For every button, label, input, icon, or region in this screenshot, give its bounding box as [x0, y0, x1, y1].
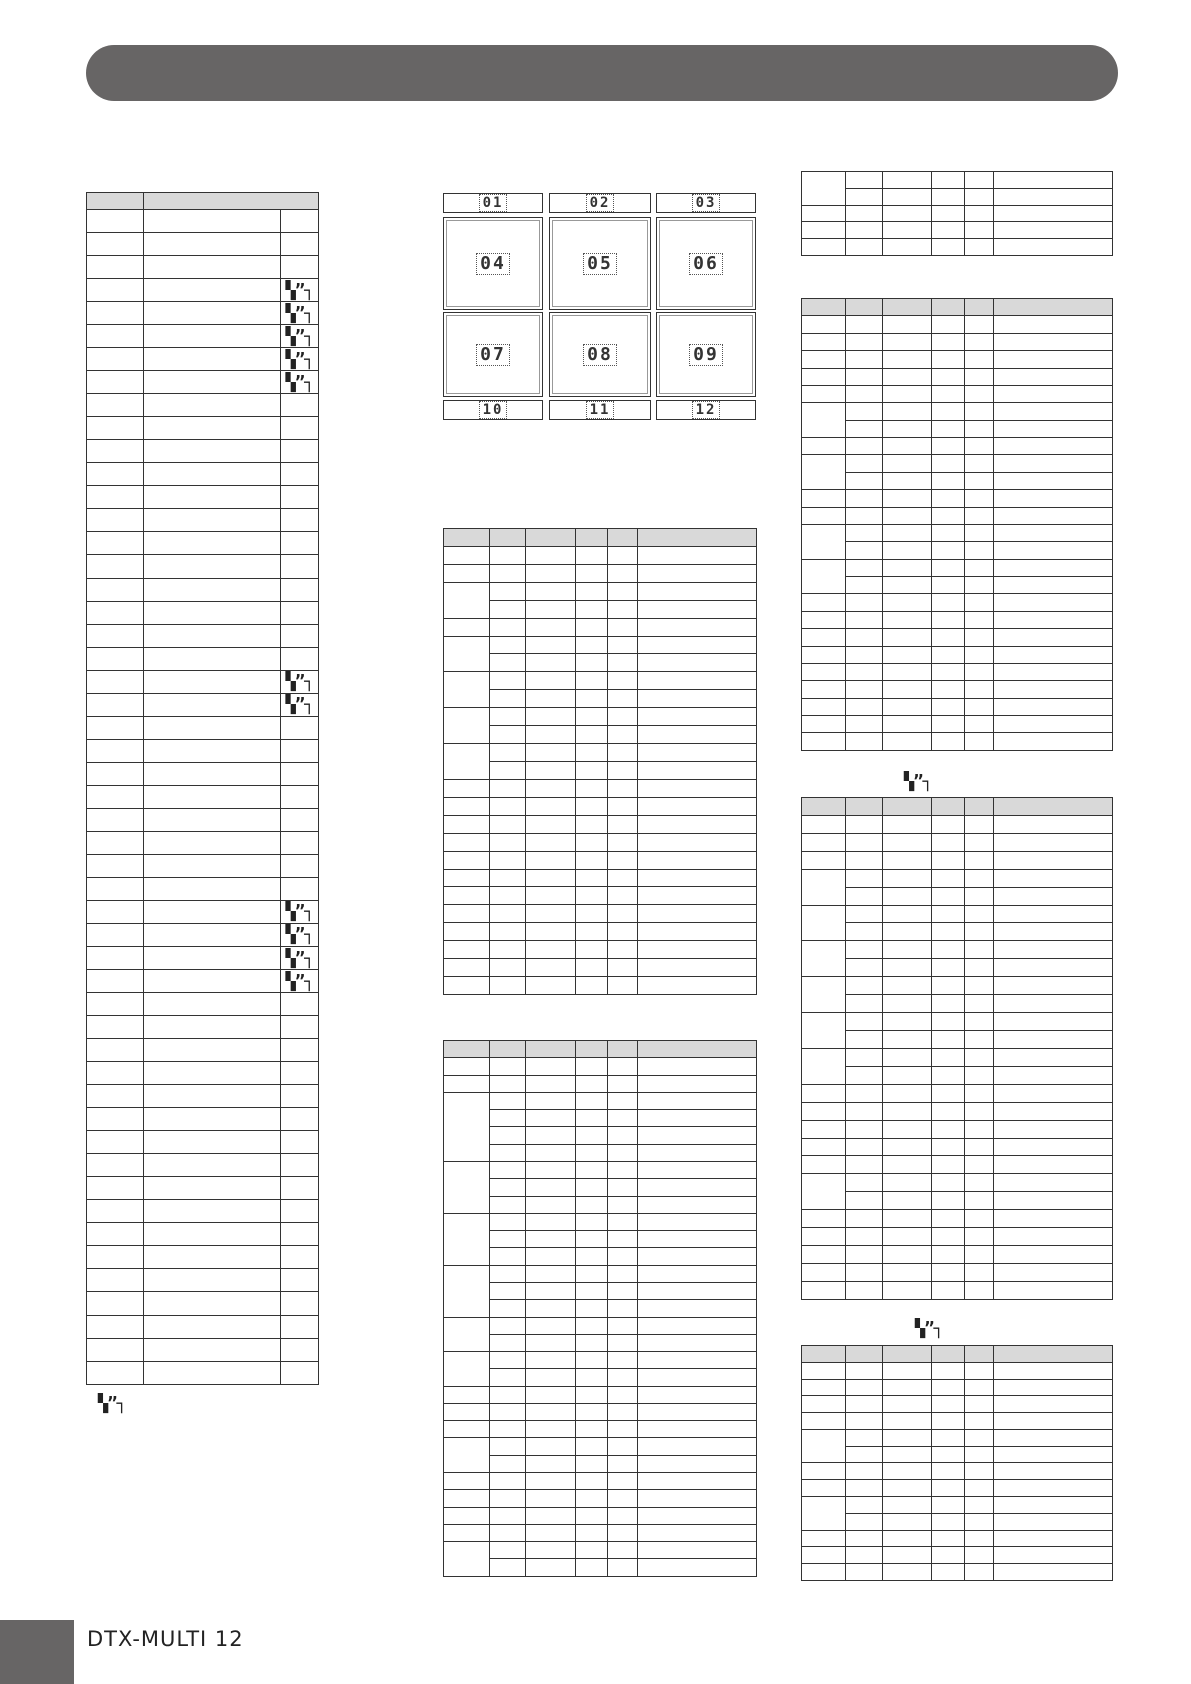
table-row	[87, 233, 319, 256]
table-row	[802, 1446, 1113, 1463]
table-row	[444, 1231, 757, 1248]
left-parameter-table	[86, 192, 319, 1385]
table-row	[444, 1127, 757, 1144]
table-row	[87, 1315, 319, 1338]
table-row	[87, 279, 319, 302]
table-row	[802, 716, 1113, 733]
pad-number: 10	[479, 401, 508, 419]
table-row	[802, 833, 1113, 851]
pad-09	[656, 312, 756, 397]
table-row	[87, 1062, 319, 1085]
table-row	[802, 1102, 1113, 1120]
table-row	[444, 1542, 757, 1559]
table-row	[802, 1156, 1113, 1174]
pad-number: 05	[583, 253, 617, 275]
pad-10	[443, 400, 543, 420]
table-row	[444, 1317, 757, 1334]
table-row	[802, 698, 1113, 715]
table-row	[444, 815, 757, 833]
table-row	[802, 490, 1113, 507]
table-row	[802, 351, 1113, 368]
table-row	[802, 1547, 1113, 1564]
pad-number: 03	[692, 194, 721, 212]
right-table-4	[801, 1345, 1113, 1581]
table-row	[802, 1379, 1113, 1396]
table-row	[802, 905, 1113, 923]
table-row	[444, 1265, 757, 1282]
table-row	[444, 1524, 757, 1541]
pad-number: 04	[476, 253, 510, 275]
table-row	[87, 670, 319, 693]
table-row	[444, 1282, 757, 1299]
table-row	[87, 532, 319, 555]
table-row	[444, 1144, 757, 1161]
table-row	[802, 1246, 1113, 1264]
table-row	[802, 663, 1113, 680]
table-row	[444, 1403, 757, 1420]
product-name: DTX-MULTI 12	[87, 1627, 244, 1651]
table-row	[87, 463, 319, 486]
table-row	[87, 947, 319, 970]
cell-icon: ▚”┐	[285, 902, 314, 923]
table-row	[444, 905, 757, 923]
table-row	[802, 611, 1113, 628]
pad-number: 01	[479, 194, 508, 212]
table-row	[802, 977, 1113, 995]
table-row	[87, 1292, 319, 1315]
table-row	[87, 1200, 319, 1223]
table-row	[802, 172, 1113, 189]
right-table-3	[801, 797, 1113, 1300]
cell-icon: ▚”┐	[285, 925, 314, 946]
table-row	[444, 923, 757, 941]
table-row	[444, 1438, 757, 1455]
right-table-2	[801, 298, 1113, 751]
table-row	[802, 524, 1113, 541]
table-row	[802, 188, 1113, 205]
table-row	[444, 1058, 757, 1075]
table-row	[444, 708, 757, 726]
table-row	[87, 256, 319, 279]
table-row	[87, 1269, 319, 1292]
table-row	[802, 333, 1113, 350]
cell-icon: ▚”┐	[285, 695, 314, 716]
table-row	[802, 646, 1113, 663]
pad-11	[549, 400, 651, 420]
table-row	[444, 600, 757, 618]
table-row	[444, 1369, 757, 1386]
table-row	[802, 507, 1113, 524]
header-bar	[86, 45, 1118, 101]
table-row	[444, 1507, 757, 1524]
table-row	[802, 1120, 1113, 1138]
table-row	[444, 618, 757, 636]
table-row	[444, 690, 757, 708]
middle-table-1	[443, 528, 757, 995]
table-row	[444, 1559, 757, 1576]
table-row	[87, 854, 319, 877]
table-row	[802, 472, 1113, 489]
table-row	[87, 900, 319, 923]
table-row	[802, 1263, 1113, 1281]
table-row	[444, 779, 757, 797]
table-row	[802, 1463, 1113, 1480]
table-row	[802, 1030, 1113, 1048]
table-row	[87, 762, 319, 785]
table-row	[87, 831, 319, 854]
table-row	[87, 486, 319, 509]
table-row	[802, 559, 1113, 576]
table-row	[444, 761, 757, 779]
table-row	[802, 1210, 1113, 1228]
table-row	[444, 1196, 757, 1213]
table-row	[802, 733, 1113, 750]
table-row	[802, 681, 1113, 698]
table-row	[802, 368, 1113, 385]
table-row	[444, 1421, 757, 1438]
table-row	[444, 654, 757, 672]
table-row	[444, 887, 757, 905]
table-row	[802, 1192, 1113, 1210]
table-3-icon: ▚”┐	[904, 772, 932, 792]
pad-06	[656, 217, 756, 310]
cell-icon: ▚”┐	[285, 280, 314, 301]
cell-icon: ▚”┐	[285, 303, 314, 324]
table-row	[444, 546, 757, 564]
table-row	[87, 739, 319, 762]
right-table-1	[801, 171, 1113, 256]
table-row	[802, 1013, 1113, 1031]
table-row	[87, 624, 319, 647]
table-row	[87, 970, 319, 993]
cell-icon: ▚”┐	[285, 971, 314, 992]
table-row	[87, 716, 319, 739]
table-row	[802, 869, 1113, 887]
table-row	[444, 1300, 757, 1317]
table-row	[802, 1564, 1113, 1581]
cell-icon: ▚”┐	[285, 326, 314, 347]
table-row	[444, 1075, 757, 1092]
pad-03	[656, 193, 756, 213]
table-row	[802, 1429, 1113, 1446]
table-row	[802, 1513, 1113, 1530]
table-row	[87, 1177, 319, 1200]
table-row	[802, 455, 1113, 472]
table-row	[802, 385, 1113, 402]
pad-number: 07	[476, 344, 510, 366]
table-row	[87, 1154, 319, 1177]
pad-number: 02	[586, 194, 615, 212]
table-row	[444, 941, 757, 959]
table-row	[87, 325, 319, 348]
table-row	[87, 1246, 319, 1269]
table-row	[87, 1108, 319, 1131]
pad-12	[656, 400, 756, 420]
table-row	[444, 1248, 757, 1265]
table-row	[87, 1039, 319, 1062]
table-row	[444, 1386, 757, 1403]
table-row	[444, 1490, 757, 1507]
table-row	[802, 420, 1113, 437]
table-row	[802, 1281, 1113, 1299]
table-row	[87, 693, 319, 716]
table-row	[444, 1352, 757, 1369]
pad-02	[549, 193, 651, 213]
table-row	[87, 555, 319, 578]
table-row	[802, 438, 1113, 455]
pad-01	[443, 193, 543, 213]
middle-table-2	[443, 1040, 757, 1577]
table-4-icon: ▚”┐	[915, 1319, 943, 1339]
table-row	[87, 394, 319, 417]
table-row	[87, 993, 319, 1016]
table-row	[802, 923, 1113, 941]
table-row	[802, 403, 1113, 420]
table-row	[802, 1228, 1113, 1246]
table-row	[87, 647, 319, 670]
table-row	[87, 371, 319, 394]
table-row	[802, 205, 1113, 222]
pad-number: 09	[689, 344, 723, 366]
table-row	[87, 877, 319, 900]
table-row	[444, 1179, 757, 1196]
table-row	[444, 672, 757, 690]
pad-05	[549, 217, 651, 310]
table-row	[802, 629, 1113, 646]
table-row	[87, 509, 319, 532]
cell-icon: ▚”┐	[285, 672, 314, 693]
table-row	[444, 726, 757, 744]
table-row	[87, 348, 319, 371]
table-row	[87, 302, 319, 325]
table-row	[444, 1473, 757, 1490]
table-row	[444, 851, 757, 869]
table-row	[802, 316, 1113, 333]
table-row	[444, 744, 757, 762]
table-row	[802, 1174, 1113, 1192]
footer-block	[0, 1620, 74, 1684]
table-row	[802, 239, 1113, 256]
footnote-icon: ▚”┐	[98, 1394, 126, 1414]
table-row	[87, 1131, 319, 1154]
table-row	[802, 959, 1113, 977]
table-row	[802, 1048, 1113, 1066]
table-row	[802, 1530, 1113, 1547]
table-row	[802, 815, 1113, 833]
table-row	[802, 1084, 1113, 1102]
table-row	[87, 210, 319, 233]
pad-number: 11	[586, 401, 615, 419]
table-row	[87, 1085, 319, 1108]
cell-icon: ▚”┐	[285, 372, 314, 393]
table-row	[802, 222, 1113, 239]
table-row	[802, 1396, 1113, 1413]
table-row	[87, 578, 319, 601]
table-row	[444, 636, 757, 654]
cell-icon: ▚”┐	[285, 948, 314, 969]
table-row	[444, 582, 757, 600]
table-row	[802, 1138, 1113, 1156]
table-row	[802, 1497, 1113, 1514]
table-row	[444, 833, 757, 851]
table-row	[87, 1361, 319, 1384]
table-row	[87, 785, 319, 808]
table-row	[444, 1161, 757, 1178]
table-row	[87, 923, 319, 946]
table-row	[87, 601, 319, 624]
table-row	[444, 1213, 757, 1230]
pad-number: 08	[583, 344, 617, 366]
pad-number: 12	[692, 401, 721, 419]
table-row	[444, 977, 757, 995]
table-row	[87, 417, 319, 440]
pad-04	[443, 217, 543, 310]
table-row	[802, 851, 1113, 869]
table-row	[802, 1480, 1113, 1497]
table-row	[802, 887, 1113, 905]
pad-07	[443, 312, 543, 397]
table-row	[444, 1455, 757, 1472]
table-row	[802, 1066, 1113, 1084]
table-row	[87, 1016, 319, 1039]
table-row	[802, 1362, 1113, 1379]
pad-number: 06	[689, 253, 723, 275]
table-row	[87, 440, 319, 463]
table-row	[802, 594, 1113, 611]
table-row	[87, 1223, 319, 1246]
table-row	[87, 808, 319, 831]
table-row	[444, 1334, 757, 1351]
table-row	[802, 577, 1113, 594]
table-row	[444, 959, 757, 977]
table-row	[444, 1110, 757, 1127]
table-row	[444, 869, 757, 887]
table-row	[444, 1092, 757, 1109]
table-row	[444, 797, 757, 815]
table-row	[802, 995, 1113, 1013]
table-row	[444, 564, 757, 582]
table-row	[87, 1338, 319, 1361]
table-row	[802, 1413, 1113, 1430]
table-row	[802, 941, 1113, 959]
table-row	[802, 542, 1113, 559]
cell-icon: ▚”┐	[285, 349, 314, 370]
pad-08	[549, 312, 651, 397]
